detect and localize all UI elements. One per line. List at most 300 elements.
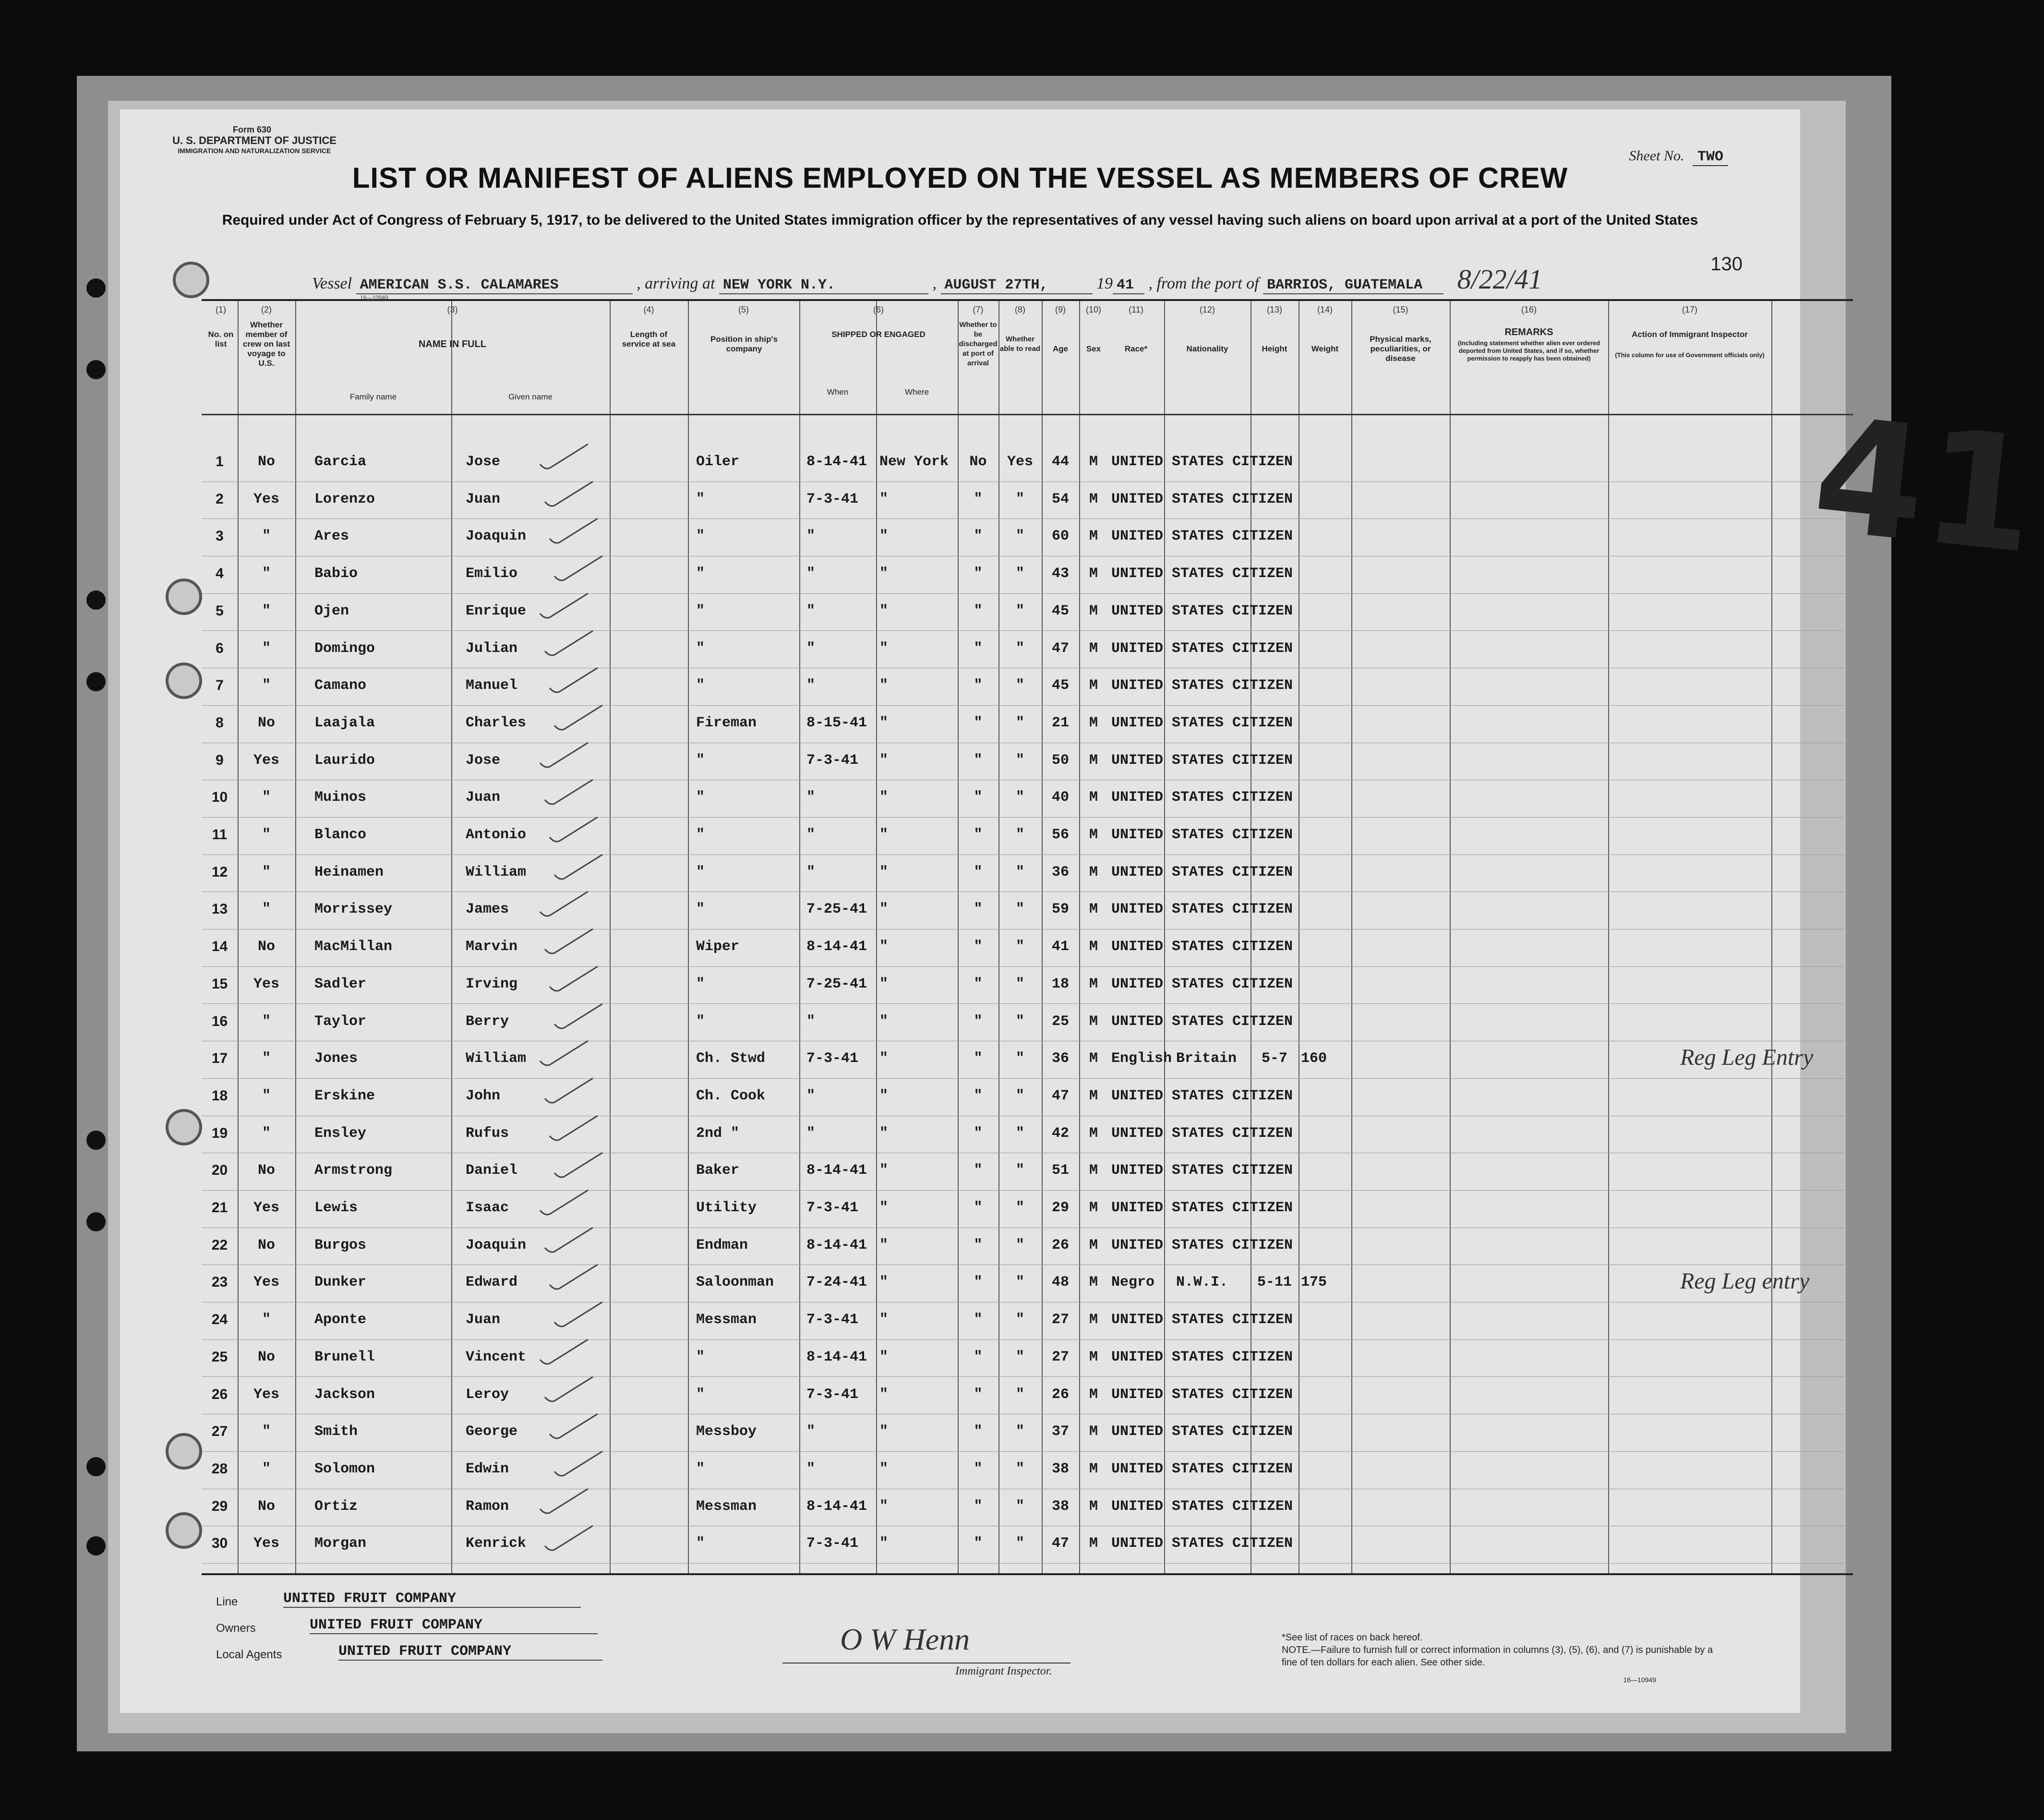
given-name-cell: Jose — [466, 454, 501, 470]
prior-voyage-cell: " — [262, 1050, 271, 1067]
position-cell: Oiler — [696, 454, 740, 470]
shipped-where-cell: " — [879, 827, 889, 843]
given-name-cell: Joaquin — [466, 1237, 527, 1254]
shipped-where-cell: " — [879, 491, 889, 507]
shipped-where-cell: " — [879, 640, 889, 657]
weight-cell: 160 — [1301, 1050, 1327, 1067]
sex-cell: M — [1089, 939, 1098, 955]
row-number-cell: 18 — [211, 1087, 228, 1104]
prior-voyage-cell: No — [257, 1349, 275, 1365]
race-cell: UNITED STATES CITIZEN — [1111, 1312, 1293, 1328]
family-name-cell: Morgan — [314, 1535, 367, 1552]
local-agents-label: Local Agents — [216, 1648, 282, 1661]
family-name-cell: Ojen — [314, 603, 349, 619]
race-cell: UNITED STATES CITIZEN — [1111, 1237, 1293, 1254]
header-where: Where — [904, 387, 929, 397]
discharged-cell: " — [974, 864, 983, 880]
table-row — [202, 1303, 1853, 1340]
given-name-cell: Manuel — [466, 677, 518, 694]
table-row — [202, 818, 1853, 856]
check-mark-icon — [552, 1149, 605, 1182]
manifest-footer — [120, 1579, 1800, 1703]
discharged-cell: " — [974, 1237, 983, 1254]
given-name-cell: Antonio — [466, 827, 527, 843]
sex-cell: M — [1089, 1050, 1098, 1067]
shipped-when-cell: " — [806, 1460, 816, 1477]
sex-cell: M — [1089, 1013, 1098, 1030]
discharged-cell: " — [974, 714, 983, 731]
shipped-when-cell: " — [806, 528, 816, 545]
shipped-when-cell: 7-25-41 — [806, 976, 867, 992]
table-row — [202, 482, 1853, 520]
able-to-read-cell: " — [1015, 976, 1024, 992]
sex-cell: M — [1089, 528, 1098, 545]
prior-voyage-cell: No — [257, 1498, 275, 1515]
discharged-cell: " — [974, 976, 983, 992]
colnum-3: (3) — [447, 305, 458, 314]
nationality-cell: Britain — [1176, 1050, 1237, 1067]
colnum-7: (7) — [973, 305, 984, 314]
footer-notes — [1282, 1631, 1714, 1686]
shipped-where-cell: " — [879, 1237, 889, 1254]
position-cell: " — [696, 1349, 705, 1365]
age-cell: 27 — [1051, 1349, 1069, 1365]
race-cell: UNITED STATES CITIZEN — [1111, 864, 1293, 880]
row-number-cell: 7 — [216, 677, 224, 694]
shipped-when-cell: " — [806, 1423, 816, 1440]
row-number-cell: 2 — [216, 491, 224, 507]
table-row — [202, 744, 1853, 781]
manifest-subtitle: Required under Act of Congress of February 5, 1917, to be delivered to the United States immigration officer by the representatives of any vessel having such aliens on board upon arrival at a port of the United States — [222, 212, 1698, 228]
height-cell: 5-11 — [1257, 1274, 1292, 1291]
table-row — [202, 930, 1853, 967]
family-name-cell: Muinos — [314, 789, 367, 806]
race-cell: UNITED STATES CITIZEN — [1111, 1125, 1293, 1142]
shipped-where-cell: " — [879, 1312, 889, 1328]
family-name-cell: Burgos — [314, 1237, 367, 1254]
check-mark-icon — [538, 888, 590, 921]
position-cell: Fireman — [696, 714, 757, 731]
race-cell: UNITED STATES CITIZEN — [1111, 566, 1293, 582]
table-row — [202, 892, 1853, 930]
shipped-when-cell: " — [806, 864, 816, 880]
race-cell: Negro — [1111, 1274, 1155, 1291]
table-row — [202, 594, 1853, 632]
inspector-signature: O W Henn — [840, 1622, 970, 1656]
position-cell: Messman — [696, 1312, 757, 1328]
discharged-cell: " — [974, 1386, 983, 1403]
row-number-cell: 22 — [211, 1237, 228, 1253]
family-name-cell: Sadler — [314, 976, 367, 992]
given-name-cell: Marvin — [466, 939, 518, 955]
position-cell: " — [696, 566, 705, 582]
age-cell: 45 — [1051, 677, 1069, 694]
arriving-label: , arriving at — [637, 275, 715, 292]
handwritten-remark: Reg Leg entry — [1680, 1268, 1810, 1294]
shipped-where-cell: " — [879, 1349, 889, 1365]
table-row — [202, 445, 1853, 482]
position-cell: " — [696, 1013, 705, 1030]
discharged-cell: " — [974, 1423, 983, 1440]
table-row — [202, 1079, 1853, 1117]
given-name-cell: Charles — [466, 714, 527, 731]
position-cell: " — [696, 789, 705, 806]
height-cell: 5-7 — [1261, 1050, 1287, 1067]
table-row — [202, 1005, 1853, 1042]
sex-cell: M — [1089, 603, 1098, 619]
vessel-name: AMERICAN S.S. CALAMARES — [356, 277, 633, 294]
race-cell: UNITED STATES CITIZEN — [1111, 1087, 1293, 1104]
family-name-cell: Domingo — [314, 640, 375, 657]
header-weight: Weight — [1311, 344, 1339, 353]
check-mark-icon — [552, 701, 605, 735]
owners-label: Owners — [216, 1622, 256, 1635]
position-cell: " — [696, 603, 705, 619]
race-cell: UNITED STATES CITIZEN — [1111, 1498, 1293, 1515]
sex-cell: M — [1089, 1423, 1098, 1440]
position-cell: " — [696, 752, 705, 769]
row-number-cell: 14 — [211, 939, 228, 955]
age-cell: 54 — [1051, 491, 1069, 507]
check-mark-icon — [542, 1373, 595, 1407]
position-cell: " — [696, 827, 705, 843]
discharged-cell: " — [974, 1498, 983, 1515]
colnum-14: (14) — [1317, 305, 1333, 314]
prior-voyage-cell: " — [262, 603, 271, 619]
vessel-line: Vessel AMERICAN S.S. CALAMARES , arriving at NEW YORK N.Y. , AUGUST 27TH, 19 41 , from the port of BARRIOS, GUATEMALA 8/22/41 — [312, 264, 1542, 295]
prior-voyage-cell: No — [257, 1237, 275, 1254]
shipped-when-cell: 8-14-41 — [806, 1349, 867, 1365]
table-row — [202, 519, 1853, 557]
colnum-10: (10) — [1085, 305, 1101, 314]
local-agents-value: UNITED FRUIT COMPANY — [338, 1643, 602, 1661]
table-row — [202, 1154, 1853, 1191]
prior-voyage-cell: Yes — [253, 1200, 279, 1216]
discharged-cell: " — [974, 827, 983, 843]
able-to-read-cell: " — [1015, 677, 1024, 694]
age-cell: 38 — [1051, 1460, 1069, 1477]
sex-cell: M — [1089, 714, 1098, 731]
race-cell: UNITED STATES CITIZEN — [1111, 827, 1293, 843]
shipped-when-cell: 7-24-41 — [806, 1274, 867, 1291]
shipped-where-cell: " — [879, 566, 889, 582]
sex-cell: M — [1089, 1162, 1098, 1179]
position-cell: " — [696, 1386, 705, 1403]
able-to-read-cell: " — [1015, 1460, 1024, 1477]
header-given-name: Given name — [508, 392, 553, 401]
family-name-cell: Laurido — [314, 752, 375, 769]
discharged-cell: " — [974, 1162, 983, 1179]
header-discharged: Whether to be discharged at port of arrival — [959, 321, 998, 367]
shipped-where-cell: " — [879, 1535, 889, 1552]
shipped-where-cell: " — [879, 1050, 889, 1067]
shipped-where-cell: " — [879, 1200, 889, 1216]
able-to-read-cell: " — [1015, 1312, 1024, 1328]
shipped-where-cell: " — [879, 1386, 889, 1403]
check-mark-icon — [547, 515, 600, 548]
shipped-when-cell: 7-3-41 — [806, 1386, 859, 1403]
discharged-cell: " — [974, 1050, 983, 1067]
able-to-read-cell: " — [1015, 1162, 1024, 1179]
position-cell: Messman — [696, 1498, 757, 1515]
race-cell: UNITED STATES CITIZEN — [1111, 1013, 1293, 1030]
age-cell: 41 — [1051, 939, 1069, 955]
shipped-when-cell: " — [806, 827, 816, 843]
given-name-cell: William — [466, 1050, 527, 1067]
prior-voyage-cell: " — [262, 1013, 271, 1030]
header-when: When — [827, 387, 849, 397]
table-row — [202, 1191, 1853, 1229]
colnum-11: (11) — [1129, 305, 1143, 314]
age-cell: 44 — [1051, 454, 1069, 470]
family-name-cell: Camano — [314, 677, 367, 694]
prior-voyage-cell: Yes — [253, 1535, 279, 1552]
table-row — [202, 781, 1853, 818]
sex-cell: M — [1089, 1237, 1098, 1254]
colnum-2: (2) — [261, 305, 272, 314]
header-age: Age — [1052, 344, 1069, 353]
discharged-cell: " — [974, 939, 983, 955]
race-cell: UNITED STATES CITIZEN — [1111, 1386, 1293, 1403]
race-cell: UNITED STATES CITIZEN — [1111, 603, 1293, 619]
age-cell: 27 — [1051, 1312, 1069, 1328]
shipped-where-cell: New York — [879, 454, 949, 470]
family-name-cell: Laajala — [314, 714, 375, 731]
sex-cell: M — [1089, 1535, 1098, 1552]
header-able-to-read: Whether able to read — [999, 335, 1041, 353]
age-cell: 60 — [1051, 528, 1069, 545]
row-number-cell: 30 — [211, 1535, 228, 1552]
able-to-read-cell: " — [1015, 491, 1024, 507]
age-cell: 42 — [1051, 1125, 1069, 1142]
family-name-cell: Ares — [314, 528, 349, 545]
department-name: U. S. DEPARTMENT OF JUSTICE — [172, 134, 337, 146]
check-mark-icon — [542, 925, 595, 959]
discharged-cell: " — [974, 640, 983, 657]
row-number-cell: 4 — [216, 566, 224, 582]
sheet-value: TWO — [1693, 149, 1728, 166]
table-row — [202, 1415, 1853, 1452]
family-name-cell: Ortiz — [314, 1498, 358, 1515]
prior-voyage-cell: Yes — [253, 1386, 279, 1403]
given-name-cell: Ramon — [466, 1498, 509, 1515]
check-mark-icon — [547, 1112, 600, 1145]
colnum-9: (9) — [1055, 305, 1066, 314]
shipped-when-cell: 8-14-41 — [806, 454, 867, 470]
able-to-read-cell: " — [1015, 939, 1024, 955]
colnum-13: (13) — [1266, 305, 1282, 314]
row-number-cell: 11 — [212, 827, 228, 843]
header-remarks-note: (Including statement whether alien ever ordered deported from United States, and if so, whether permission to reapply has been obtained) — [1457, 339, 1600, 362]
table-row — [202, 669, 1853, 706]
shipped-when-cell: 8-14-41 — [806, 1237, 867, 1254]
table-row — [202, 1378, 1853, 1415]
age-cell: 36 — [1051, 1050, 1069, 1067]
shipped-when-cell: 8-14-41 — [806, 1498, 867, 1515]
line-label: Line — [216, 1595, 238, 1608]
position-cell: 2nd " — [696, 1125, 740, 1142]
position-cell: " — [696, 901, 705, 918]
able-to-read-cell: " — [1015, 714, 1024, 731]
position-cell: Endman — [696, 1237, 748, 1254]
row-number-cell: 17 — [211, 1050, 228, 1067]
race-cell: UNITED STATES CITIZEN — [1111, 752, 1293, 769]
able-to-read-cell: " — [1015, 1386, 1024, 1403]
prior-voyage-cell: " — [262, 827, 271, 843]
shipped-where-cell: " — [879, 752, 889, 769]
race-cell: UNITED STATES CITIZEN — [1111, 1423, 1293, 1440]
race-cell: UNITED STATES CITIZEN — [1111, 491, 1293, 507]
prior-voyage-cell: " — [262, 789, 271, 806]
prior-voyage-cell: Yes — [253, 491, 279, 507]
check-mark-icon — [538, 739, 590, 772]
shipped-where-cell: " — [879, 976, 889, 992]
sex-cell: M — [1089, 1460, 1098, 1477]
family-name-cell: Lewis — [314, 1200, 358, 1216]
vessel-label: Vessel — [312, 275, 352, 292]
given-name-cell: John — [466, 1087, 501, 1104]
prior-voyage-cell: Yes — [253, 1274, 279, 1291]
shipped-where-cell: " — [879, 1274, 889, 1291]
discharged-cell: " — [974, 752, 983, 769]
header-inspector-action: Action of Immigrant Inspector — [1632, 330, 1748, 339]
table-row — [202, 1266, 1853, 1303]
service-name: IMMIGRATION AND NATURALIZATION SERVICE — [178, 147, 331, 155]
arrival-year: 41 — [1113, 277, 1144, 294]
given-name-cell: Enrique — [466, 603, 527, 619]
colnum-12: (12) — [1199, 305, 1215, 314]
check-mark-icon — [552, 1298, 605, 1332]
given-name-cell: Emilio — [466, 566, 518, 582]
handwritten-remark: Reg Leg Entry — [1680, 1045, 1814, 1071]
shipped-when-cell: 7-3-41 — [806, 1200, 859, 1216]
discharged-cell: " — [974, 491, 983, 507]
colnum-1: (1) — [216, 305, 226, 314]
position-cell: " — [696, 528, 705, 545]
race-cell: UNITED STATES CITIZEN — [1111, 1349, 1293, 1365]
table-row — [202, 967, 1853, 1005]
prior-voyage-cell: " — [262, 1087, 271, 1104]
colnum-8: (8) — [1015, 305, 1025, 314]
family-name-cell: Smith — [314, 1423, 358, 1440]
shipped-when-cell: " — [806, 603, 816, 619]
shipped-where-cell: " — [879, 1087, 889, 1104]
given-name-cell: Julian — [466, 640, 518, 657]
check-mark-icon — [547, 664, 600, 698]
able-to-read-cell: " — [1015, 1013, 1024, 1030]
colnum-6: (6) — [873, 305, 884, 314]
sex-cell: M — [1089, 1498, 1098, 1515]
table-row — [202, 632, 1853, 669]
able-to-read-cell: " — [1015, 1050, 1024, 1067]
shipped-when-cell: 8-14-41 — [806, 939, 867, 955]
prior-voyage-cell: No — [257, 1162, 275, 1179]
sex-cell: M — [1089, 1200, 1098, 1216]
shipped-when-cell: " — [806, 1013, 816, 1030]
age-cell: 37 — [1051, 1423, 1069, 1440]
position-cell: " — [696, 1460, 705, 1477]
row-number-cell: 16 — [211, 1013, 228, 1029]
table-row — [202, 1042, 1853, 1079]
header-service-length: Length of service at sea — [622, 330, 676, 349]
table-row — [202, 1490, 1853, 1527]
able-to-read-cell: " — [1015, 1125, 1024, 1142]
given-name-cell: George — [466, 1423, 518, 1440]
age-cell: 48 — [1051, 1274, 1069, 1291]
prior-voyage-cell: " — [262, 1423, 271, 1440]
check-mark-icon — [542, 478, 595, 511]
row-number-cell: 26 — [211, 1386, 228, 1402]
check-mark-icon — [542, 627, 595, 661]
able-to-read-cell: " — [1015, 1087, 1024, 1104]
family-name-cell: Garcia — [314, 454, 367, 470]
owners-value: UNITED FRUIT COMPANY — [310, 1617, 598, 1634]
table-row — [202, 557, 1853, 594]
manifest-title: LIST OR MANIFEST OF ALIENS EMPLOYED ON THE VESSEL AS MEMBERS OF CREW — [352, 162, 1568, 194]
shipped-where-cell: " — [879, 714, 889, 731]
colnum-4: (4) — [643, 305, 654, 314]
shipped-when-cell: 8-14-41 — [806, 1162, 867, 1179]
able-to-read-cell: " — [1015, 864, 1024, 880]
row-number-cell: 24 — [211, 1312, 228, 1328]
row-number-cell: 3 — [216, 528, 224, 544]
shipped-when-cell: 7-25-41 — [806, 901, 867, 918]
discharged-cell: " — [974, 1535, 983, 1552]
row-number-cell: 29 — [211, 1498, 228, 1514]
family-name-cell: Brunell — [314, 1349, 375, 1365]
table-row — [202, 1452, 1853, 1490]
shipped-when-cell: " — [806, 1125, 816, 1142]
family-name-cell: Heinamen — [314, 864, 384, 880]
able-to-read-cell: " — [1015, 640, 1024, 657]
check-mark-icon — [542, 776, 595, 809]
margin-handwriting: 41 — [1805, 383, 2044, 589]
able-to-read-cell: " — [1015, 528, 1024, 545]
inspector-label: Immigrant Inspector. — [955, 1665, 1052, 1677]
check-mark-icon — [547, 963, 600, 996]
able-to-read-cell: " — [1015, 789, 1024, 806]
age-cell: 40 — [1051, 789, 1069, 806]
race-cell: English — [1111, 1050, 1172, 1067]
row-number-cell: 9 — [216, 752, 224, 768]
given-name-cell: Irving — [466, 976, 518, 992]
manifest-page — [120, 109, 1814, 1713]
age-cell: 26 — [1051, 1237, 1069, 1254]
prior-voyage-cell: " — [262, 1312, 271, 1328]
age-cell: 21 — [1051, 714, 1069, 731]
prior-voyage-cell: No — [257, 714, 275, 731]
row-number-cell: 27 — [211, 1423, 228, 1440]
able-to-read-cell: " — [1015, 1200, 1024, 1216]
table-row — [202, 1527, 1853, 1564]
able-to-read-cell: " — [1015, 1535, 1024, 1552]
age-cell: 51 — [1051, 1162, 1069, 1179]
shipped-where-cell: " — [879, 1125, 889, 1142]
discharged-cell: " — [974, 528, 983, 545]
prior-voyage-cell: " — [262, 901, 271, 918]
row-number-cell: 5 — [216, 603, 224, 619]
given-name-cell: Jose — [466, 752, 501, 769]
given-name-cell: Berry — [466, 1013, 509, 1030]
able-to-read-cell: " — [1015, 901, 1024, 918]
able-to-read-cell: " — [1015, 1274, 1024, 1291]
race-cell: UNITED STATES CITIZEN — [1111, 939, 1293, 955]
sheet-label: Sheet No. — [1629, 148, 1684, 164]
row-number-cell: 1 — [216, 454, 224, 470]
check-mark-icon — [552, 1447, 605, 1481]
sex-cell: M — [1089, 454, 1098, 470]
sex-cell: M — [1089, 901, 1098, 918]
